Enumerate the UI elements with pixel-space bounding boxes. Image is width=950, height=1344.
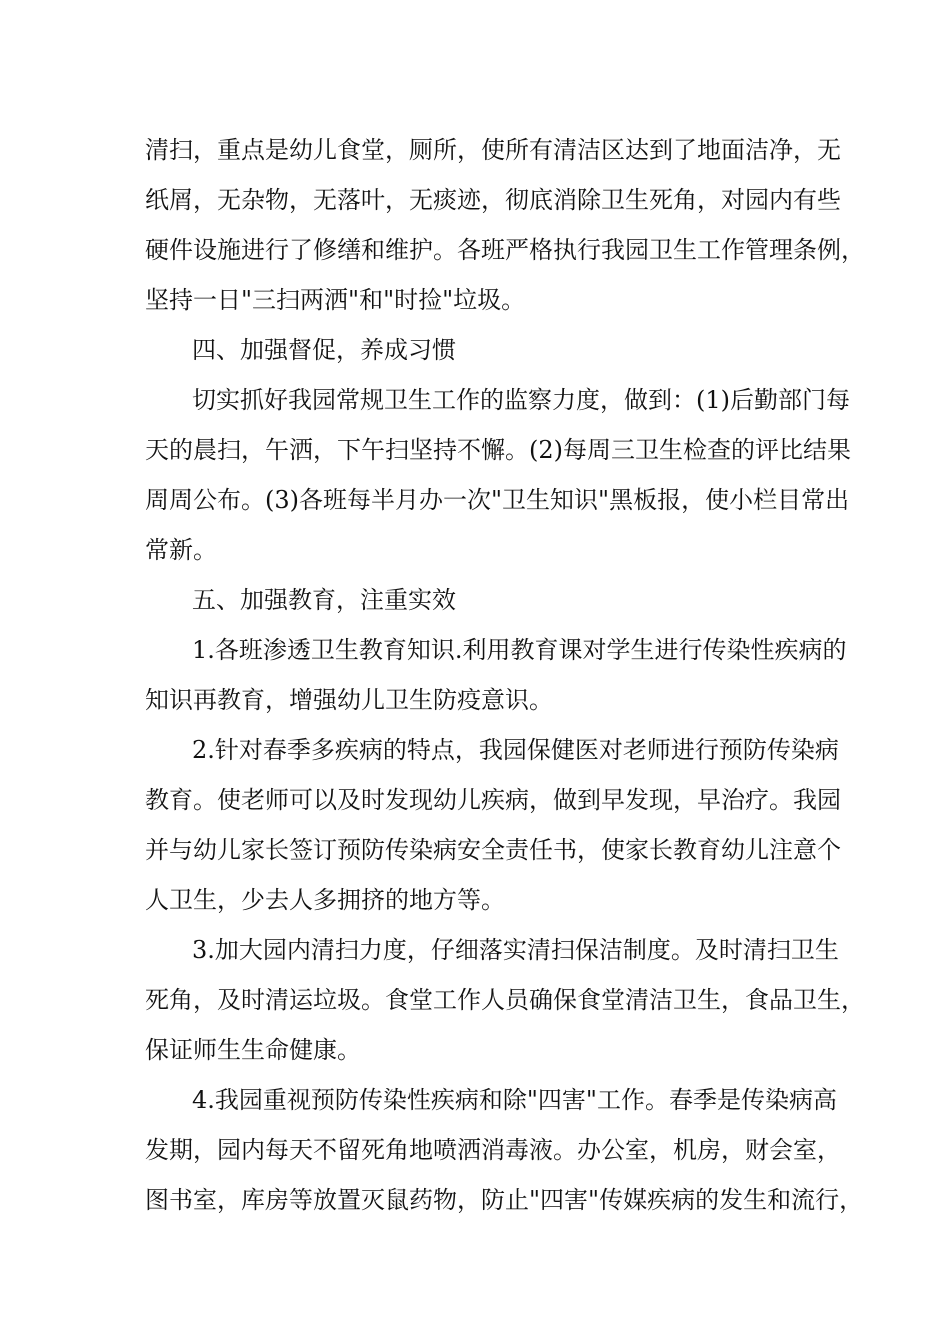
body-text-line: 硬件设施进行了修缮和维护。各班严格执行我园卫生工作管理条例， bbox=[145, 236, 865, 264]
list-item-line: 人卫生，少去人多拥挤的地方等。 bbox=[145, 886, 505, 914]
list-item-line: 保证师生生命健康。 bbox=[145, 1036, 361, 1064]
list-item-line: 图书室，库房等放置灭鼠药物，防止"四害"传媒疾病的发生和流行， bbox=[145, 1186, 864, 1214]
body-text-line: 常新。 bbox=[145, 536, 217, 564]
list-item-line: 4.我园重视预防传染性疾病和除"四害"工作。春季是传染病高 bbox=[192, 1086, 837, 1114]
list-item-line: 3.加大园内清扫力度，仔细落实清扫保洁制度。及时清扫卫生 bbox=[192, 936, 839, 964]
body-text-line: 天的晨扫，午洒，下午扫坚持不懈。(2)每周三卫生检查的评比结果 bbox=[145, 436, 851, 464]
body-text-line: 纸屑，无杂物，无落叶，无痰迹，彻底消除卫生死角，对园内有些 bbox=[145, 186, 841, 214]
list-item-line: 并与幼儿家长签订预防传染病安全责任书，使家长教育幼儿注意个 bbox=[145, 836, 841, 864]
list-item-line: 1.各班渗透卫生教育知识.利用教育课对学生进行传染性疾病的 bbox=[192, 636, 847, 664]
section-heading: 四、加强督促，养成习惯 bbox=[192, 336, 456, 364]
body-text-line: 切实抓好我园常规卫生工作的监察力度，做到：(1)后勤部门每 bbox=[192, 386, 850, 414]
list-item-line: 死角，及时清运垃圾。食堂工作人员确保食堂清洁卫生，食品卫生， bbox=[145, 986, 865, 1014]
list-item-line: 发期，园内每天不留死角地喷洒消毒液。办公室，机房，财会室， bbox=[145, 1136, 841, 1164]
list-item-line: 知识再教育，增强幼儿卫生防疫意识。 bbox=[145, 686, 553, 714]
body-text-line: 周周公布。(3)各班每半月办一次"卫生知识"黑板报，使小栏目常出 bbox=[145, 486, 850, 514]
body-text-line: 坚持一日"三扫两洒"和"时捡"垃圾。 bbox=[145, 286, 526, 314]
list-item-line: 教育。使老师可以及时发现幼儿疾病，做到早发现，早治疗。我园 bbox=[145, 786, 841, 814]
list-item-line: 2.针对春季多疾病的特点，我园保健医对老师进行预防传染病 bbox=[192, 736, 839, 764]
section-heading: 五、加强教育，注重实效 bbox=[192, 586, 456, 614]
body-text-line: 清扫，重点是幼儿食堂，厕所，使所有清洁区达到了地面洁净，无 bbox=[145, 136, 841, 164]
